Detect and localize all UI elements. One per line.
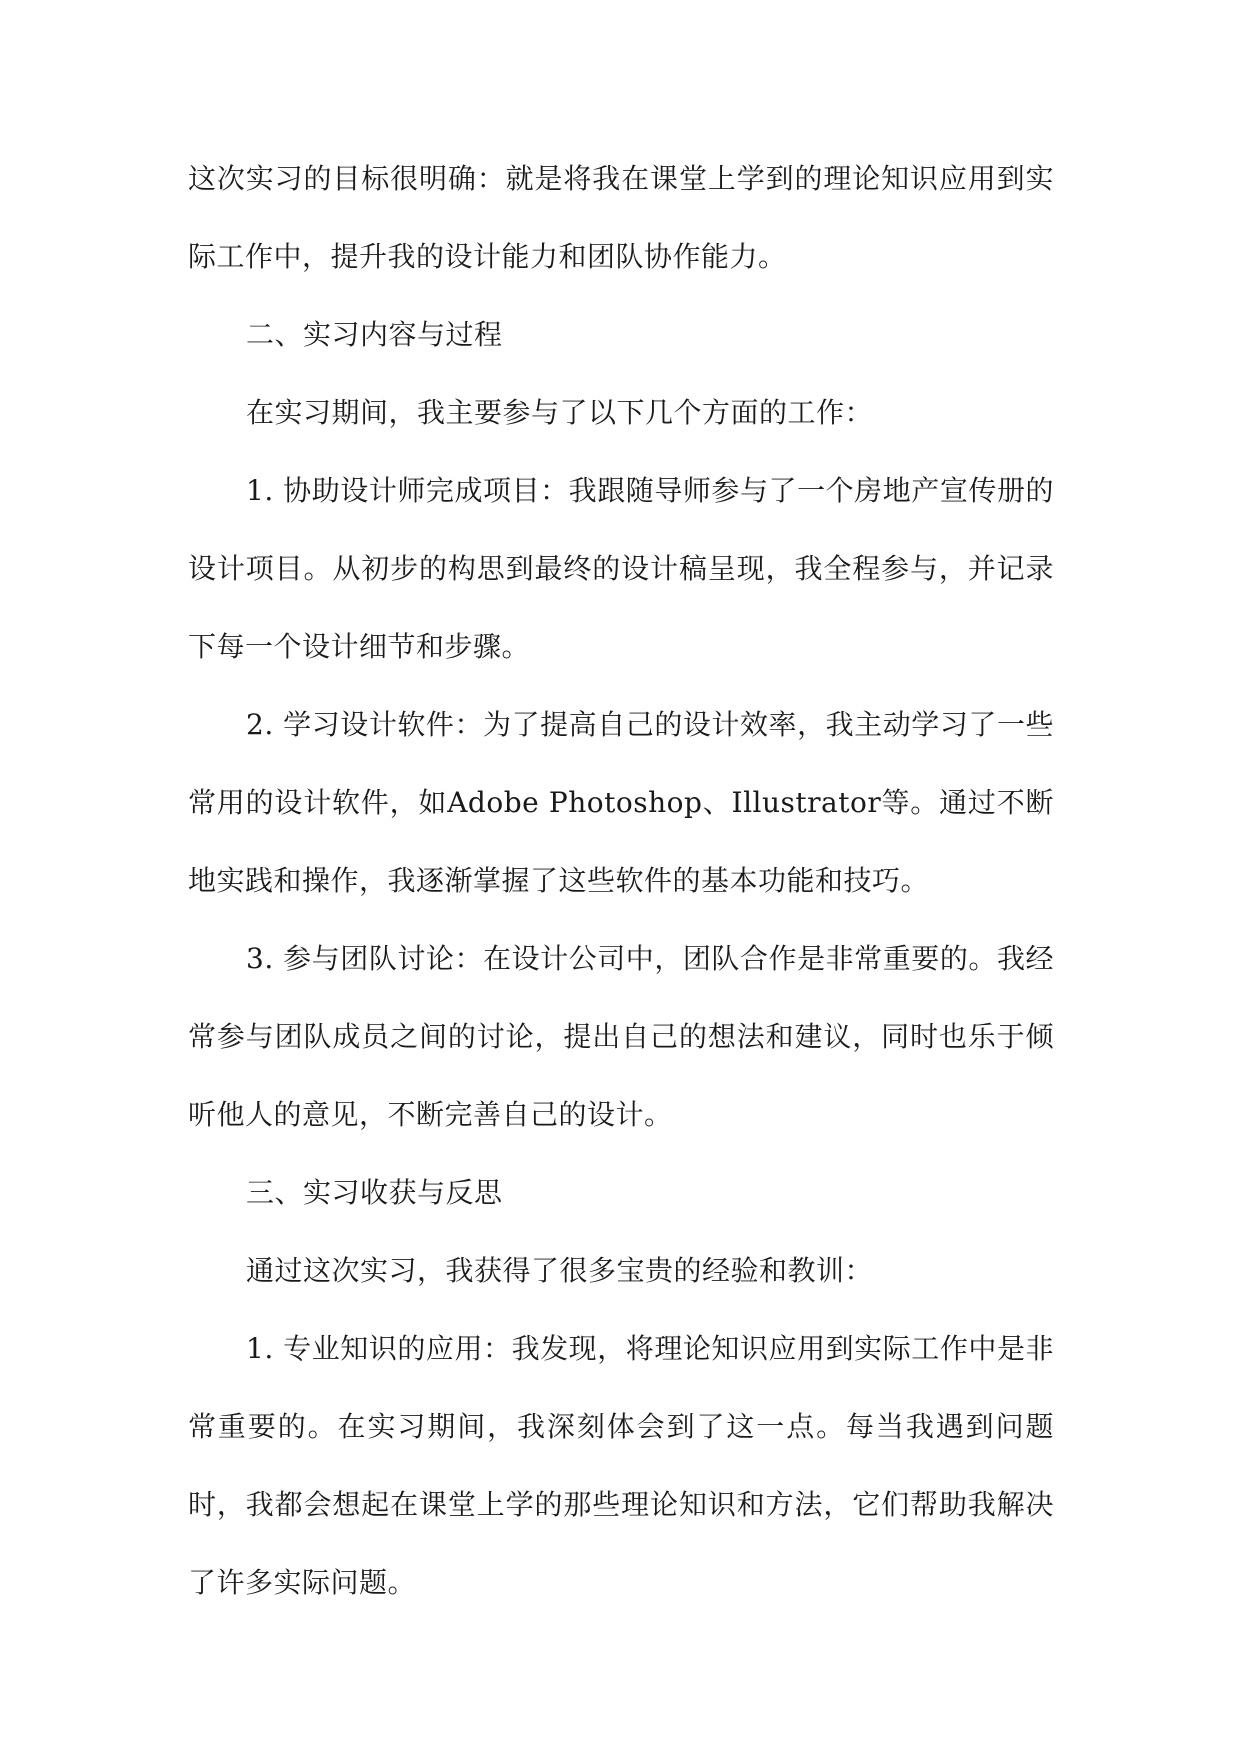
section-heading-content-process: 二、实习内容与过程 bbox=[246, 318, 503, 351]
paragraph-gains-intro: 通过这次实习，我获得了很多宝贵的经验和教训： bbox=[246, 1254, 874, 1287]
list-item-knowledge-application: 1. 专业知识的应用：我发现，将理论知识应用到实际工作中是非常重要的。在实习期间，我深刻体会到了这一点。每当我遇到问题时，我都会想起在课堂上学的那些理论知识和方法，它们帮助我解决了许多实际问题。 bbox=[188, 1332, 1054, 1599]
list-item-learn-software: 2. 学习设计软件：为了提高自己的设计效率，我主动学习了一些常用的设计软件，如Adobe Photoshop、Illustrator等。通过不断地实践和操作，我逐渐掌握了这些软件的基本功能和技巧。 bbox=[188, 708, 1054, 897]
list-item-assist-designer: 1. 协助设计师完成项目：我跟随导师参与了一个房地产宣传册的设计项目。从初步的构思到最终的设计稿呈现，我全程参与，并记录下每一个设计细节和步骤。 bbox=[188, 474, 1054, 663]
paragraph-work-intro: 在实习期间，我主要参与了以下几个方面的工作： bbox=[246, 396, 874, 429]
list-item-team-discussion: 3. 参与团队讨论：在设计公司中，团队合作是非常重要的。我经常参与团队成员之间的讨论，提出自己的想法和建议，同时也乐于倾听他人的意见，不断完善自己的设计。 bbox=[188, 942, 1054, 1131]
paragraph-goal: 这次实习的目标很明确：就是将我在课堂上学到的理论知识应用到实际工作中，提升我的设计能力和团队协作能力。 bbox=[188, 162, 1054, 273]
document-body bbox=[188, 140, 1054, 1622]
section-heading-gains-reflection: 三、实习收获与反思 bbox=[246, 1176, 503, 1209]
